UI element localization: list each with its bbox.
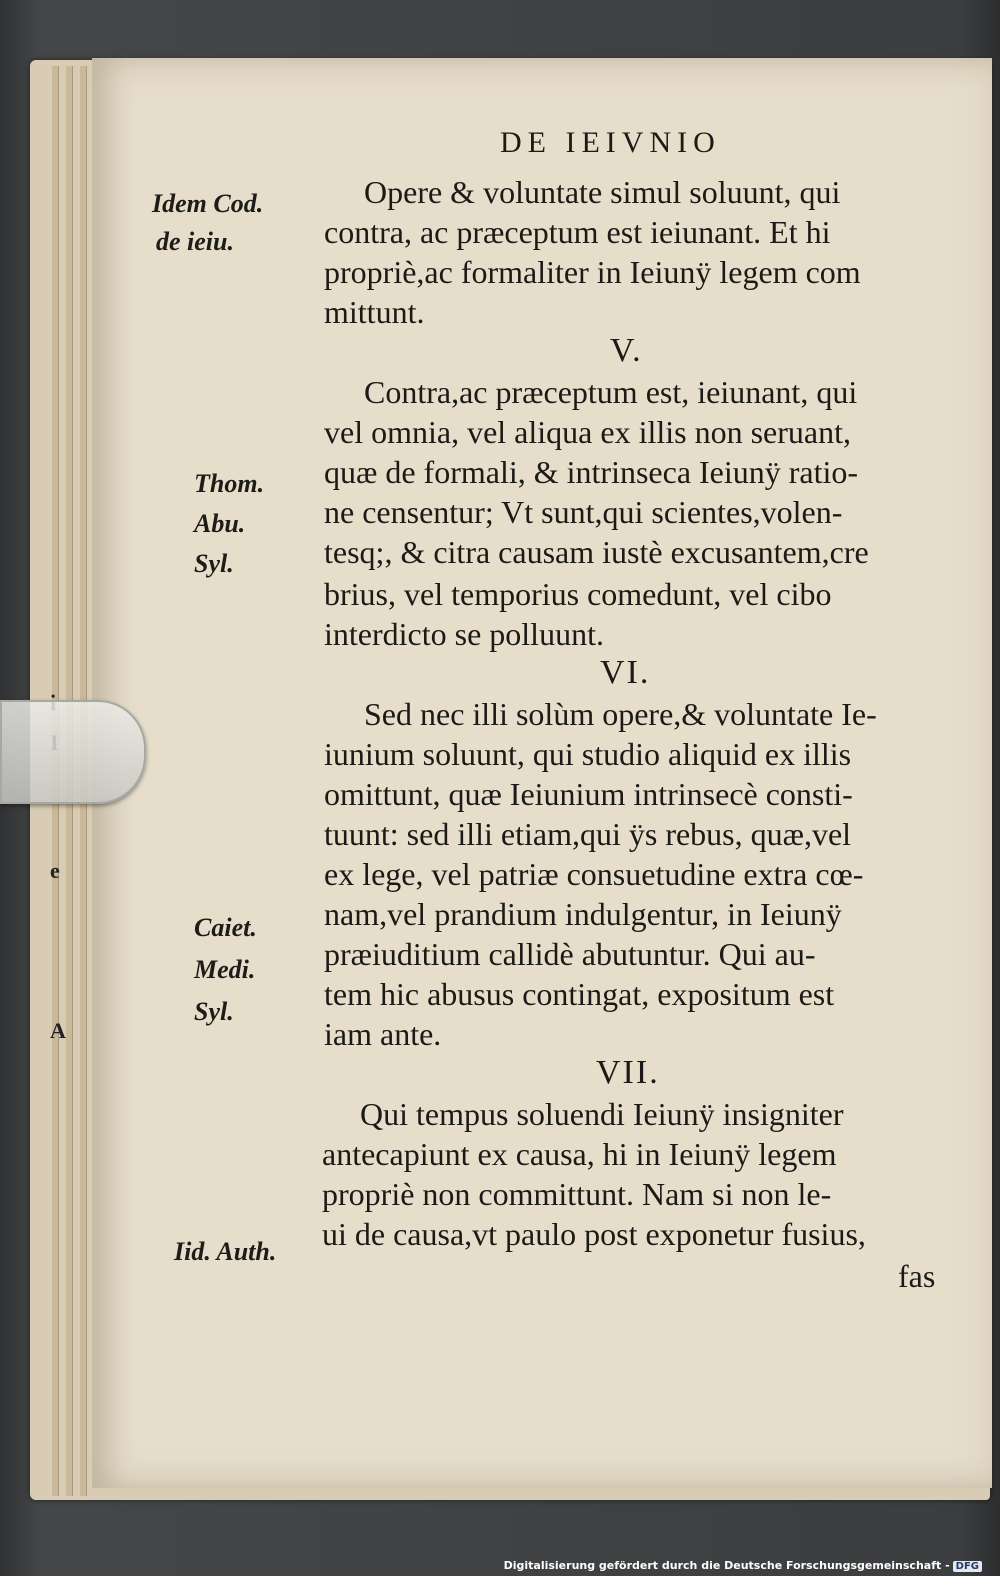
- body-line: Opere & voluntate simul soluunt, qui: [364, 174, 841, 210]
- footer-text: Digitalisierung gefördert durch die Deutsche Forschungsgemeinschaft -: [503, 1559, 950, 1572]
- edge-mark: A: [50, 1018, 66, 1043]
- body-line: nam,vel prandium indulgentur, in Ieiunÿ: [324, 896, 842, 932]
- digitization-footer: [504, 1559, 982, 1572]
- body-line: tuunt: sed illi etiam,qui ÿs rebus, quæ,vel: [324, 816, 852, 852]
- body-line: Qui tempus soluendi Ieiunÿ insigniter: [360, 1096, 844, 1132]
- margin-note: Syl.: [194, 997, 234, 1026]
- body-line: tem hic abusus contingat, expositum est: [324, 976, 835, 1012]
- body-line: iunium soluunt, qui studio aliquid ex illis: [324, 736, 852, 772]
- body-line: brius, vel temporius comedunt, vel cibo: [324, 576, 832, 612]
- body-line: contra, ac præceptum est ieiunant. Et hi: [324, 214, 831, 250]
- body-line: propriè non committunt. Nam si non le-: [322, 1176, 832, 1212]
- body-line: omittunt, quæ Ieiunium intrinsecè consti-: [324, 776, 853, 812]
- body-line: antecapiunt ex causa, hi in Ieiunÿ legem: [322, 1136, 837, 1172]
- margin-note: de ieiu.: [156, 227, 234, 256]
- section-numeral: V.: [610, 332, 643, 369]
- catchword: fas: [898, 1258, 936, 1294]
- margin-note: Idem Cod.: [152, 189, 264, 218]
- body-line: Contra,ac præceptum est, ieiunant, qui: [364, 374, 858, 410]
- body-line: propriè,ac formaliter in Ieiunÿ legem com: [324, 254, 861, 290]
- body-line: mittunt.: [324, 294, 425, 330]
- body-line: interdicto se polluunt.: [324, 616, 604, 652]
- edge-mark: e: [50, 858, 60, 883]
- body-line: tesq;, & citra causam iustè excusantem,cre: [324, 534, 869, 570]
- margin-note: Caiet.: [194, 913, 257, 942]
- margin-note: Syl.: [194, 549, 234, 578]
- margin-note: Thom.: [194, 469, 265, 498]
- running-head: DE IEIVNIO: [500, 126, 721, 159]
- dfg-logo: DFG: [953, 1561, 982, 1572]
- body-line: Sed nec illi solùm opere,& voluntate Ie-: [364, 696, 877, 732]
- body-line: præiuditium callidè abutuntur. Qui au-: [324, 936, 816, 972]
- body-line: iam ante.: [324, 1016, 442, 1052]
- body-line: ne censentur; Vt sunt,qui scientes,volen-: [324, 494, 843, 530]
- margin-note: Abu.: [194, 509, 246, 538]
- plastic-page-clip: [0, 700, 146, 804]
- body-line: ui de causa,vt paulo post exponetur fusius,: [322, 1216, 866, 1252]
- margin-note: Iid. Auth.: [174, 1237, 277, 1266]
- section-numeral: VI.: [600, 654, 651, 691]
- body-line: quæ de formali, & intrinseca Ieiunÿ ratio-: [324, 454, 859, 490]
- body-line: ex lege, vel patriæ consuetudine extra cœ-: [324, 856, 864, 892]
- body-line: vel omnia, vel aliqua ex illis non seruant,: [324, 414, 851, 450]
- margin-note: Medi.: [194, 955, 256, 984]
- section-numeral: VII.: [596, 1054, 660, 1091]
